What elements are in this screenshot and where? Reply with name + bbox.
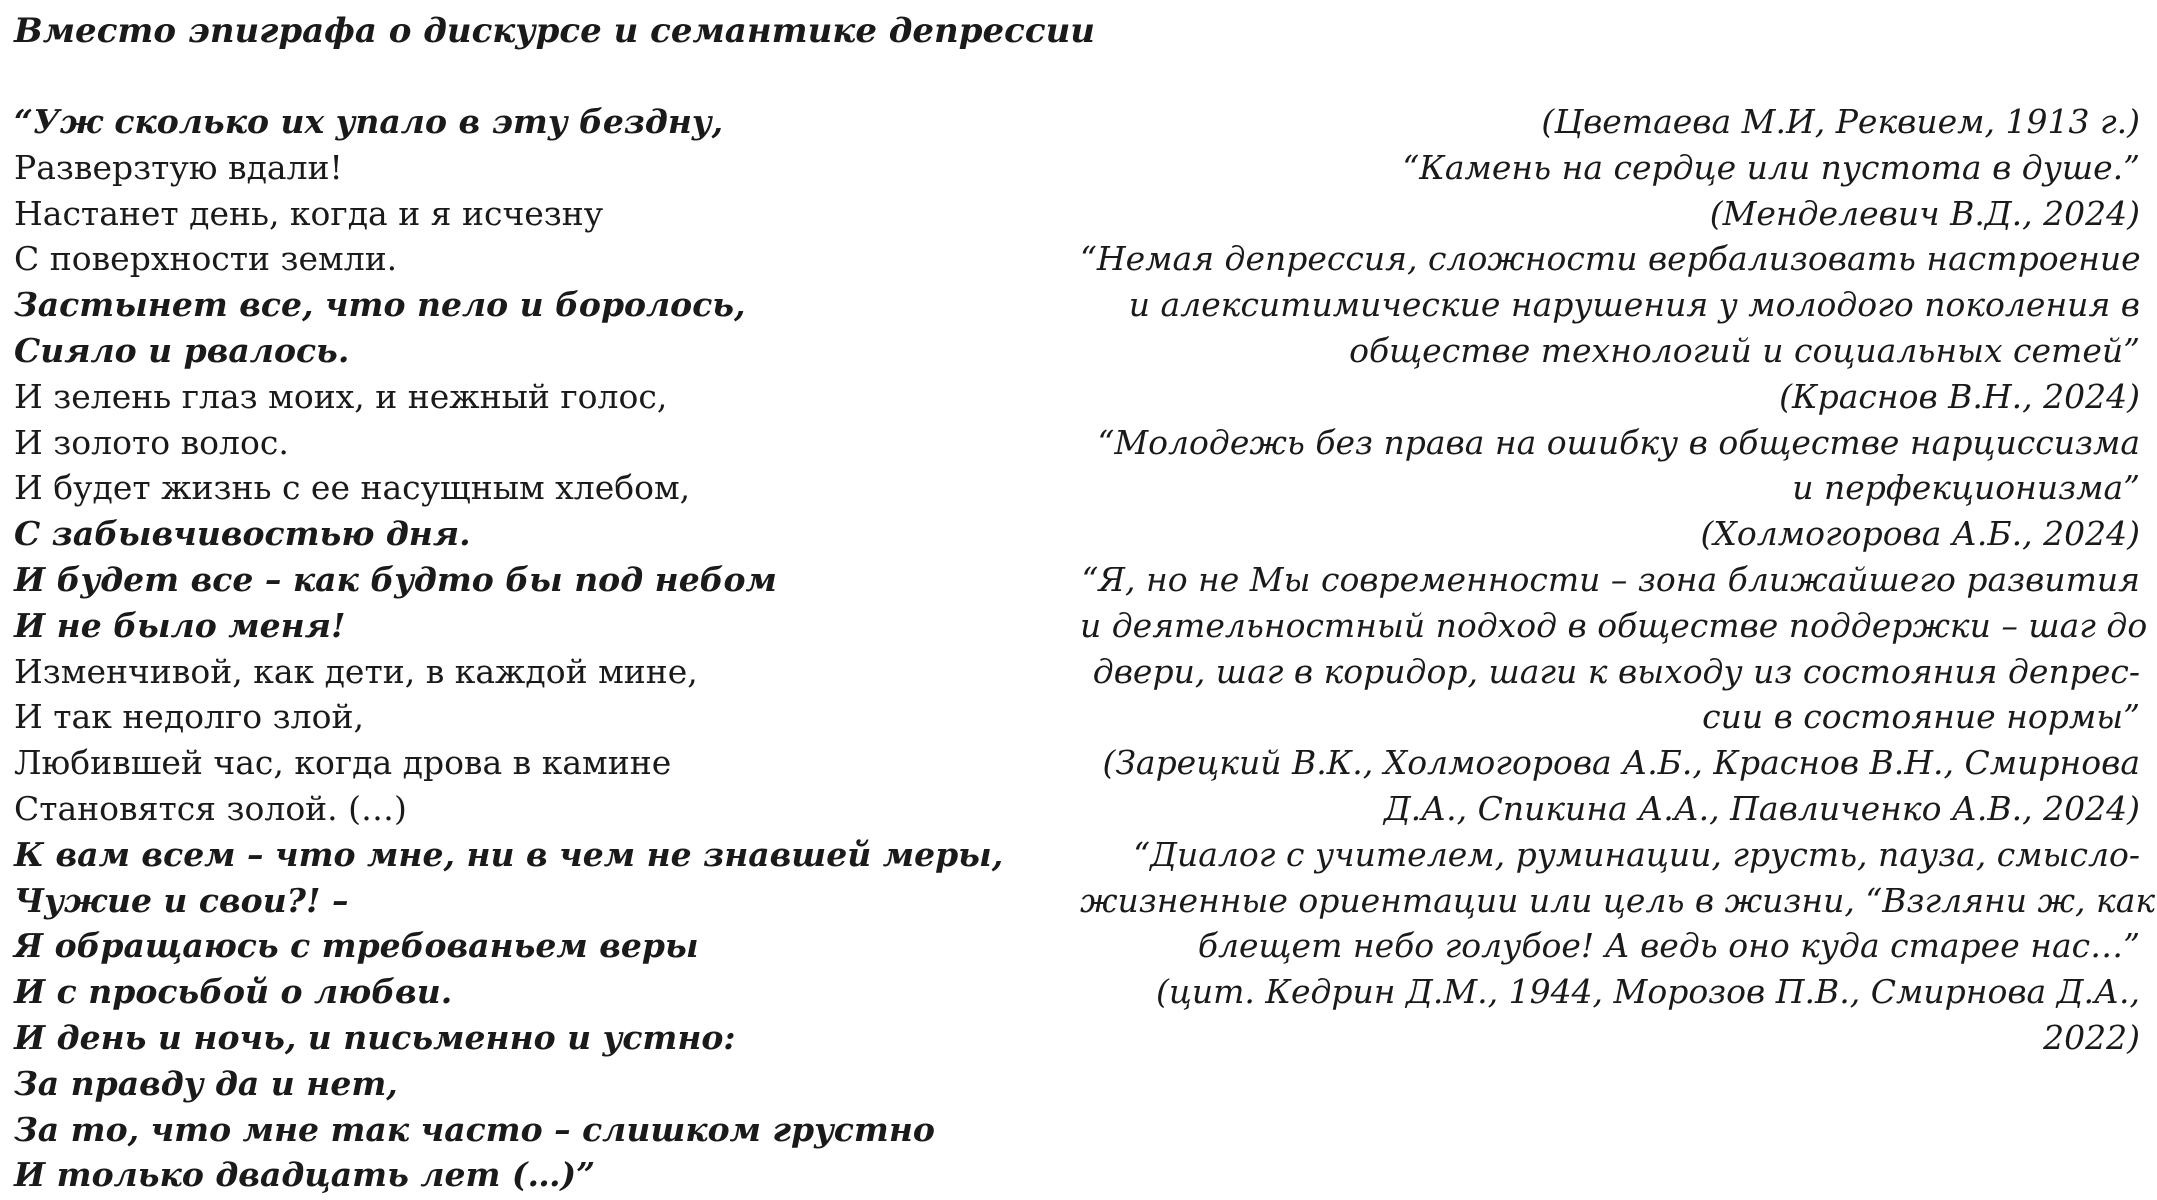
quote-line: и деятельностный подход в обществе поддержки – шаг до — [1080, 605, 2148, 645]
poem-line: Я обращаюсь с требованьем веры — [14, 926, 699, 966]
quote-line: обществе технологий и социальных сетей” — [1349, 330, 2140, 370]
quote-line: (Краснов В.Н., 2024) — [1779, 376, 2140, 416]
poem-line: И так недолго злой, — [14, 697, 364, 737]
poem-line: К вам всем – что мне, ни в чем не знавшей меры, — [14, 834, 1004, 874]
poem-line: И будет все – как будто бы под небом — [14, 559, 777, 599]
poem-line: “Уж сколько их упало в эту бездну, — [14, 102, 724, 141]
quote-line: блещет небо голубое! А ведь оно куда старее нас…” — [1197, 926, 2140, 966]
quote-line: двери, шаг в коридор, шаги к выходу из состояния депрес- — [1092, 651, 2140, 691]
poem-line: Изменчивой, как дети, в каждой мине, — [14, 651, 698, 691]
poem-line: И только двадцать лет (…)” — [14, 1155, 596, 1195]
quote-line: 2022) — [2043, 1017, 2140, 1057]
poem-line: Застынет все, что пело и боролось, — [14, 285, 746, 325]
poem-line: И зелень глаз моих, и нежный голос, — [14, 376, 668, 416]
quote-line: (цит. Кедрин Д.М., 1944, Морозов П.В., Смирнова Д.А., — [1155, 972, 2140, 1012]
quote-line: и алекситимические нарушения у молодого поколения в — [1128, 285, 2140, 325]
quote-line: “Диалог с учителем, руминации, грусть, пауза, смысло- — [1133, 834, 2140, 874]
poem-line: С поверхности земли. — [14, 239, 398, 279]
quote-line: Д.А., Спикина А.А., Павличенко А.В., 2024) — [1383, 788, 2140, 828]
quote-line: и перфекционизма” — [1792, 468, 2140, 508]
poem-line: За то, что мне так часто – слишком грустно — [14, 1109, 935, 1149]
poem-line: И не было меня! — [14, 605, 346, 645]
quote-line: жизненные ориентации или цель в жизни, “Взгляни ж, как — [1080, 880, 2156, 920]
quote-line: “Молодежь без права на ошибку в обществе нарциссизма — [1097, 422, 2140, 462]
quote-line: сии в состояние нормы” — [1702, 697, 2140, 737]
quotes-column — [1080, 99, 2156, 1061]
poem-line: Становятся золой. (…) — [14, 788, 407, 828]
poem-line: За правду да и нет, — [14, 1063, 398, 1103]
quote-line: (Зарецкий В.К., Холмогорова А.Б., Краснов В.Н., Смирнова — [1102, 743, 2140, 783]
poem-line: И день и ночь, и письменно и устно: — [14, 1017, 736, 1057]
quote-line: (Цветаева М.И, Реквием, 1913 г.) — [1541, 102, 2140, 141]
poem-line: И с просьбой о любви. — [14, 972, 453, 1012]
quote-line: “Я, но не Мы современности – зона ближайшего развития — [1081, 559, 2140, 599]
section-heading: Вместо эпиграфа о дискурсе и семантике депрессии — [14, 11, 1096, 51]
quote-line: “Немая депрессия, сложности вербализовать настроение — [1080, 239, 2141, 279]
poem-line: И будет жизнь с ее насущным хлебом, — [14, 468, 691, 508]
poem-column — [14, 99, 1094, 1198]
quote-line: “Камень на сердце или пустота в душе.” — [1402, 147, 2140, 187]
quote-line: (Холмогорова А.Б., 2024) — [1700, 514, 2140, 554]
poem-line: Настанет день, когда и я исчезну — [14, 193, 604, 233]
poem-line: С забывчивостью дня. — [14, 514, 471, 554]
poem-line: И золото волос. — [14, 422, 289, 462]
poem-line: Сияло и рвалось. — [14, 330, 350, 370]
quote-line: (Менделевич В.Д., 2024) — [1709, 193, 2140, 233]
poem-line: Любившей час, когда дрова в камине — [14, 743, 672, 783]
poem-line: Разверзтую вдали! — [14, 147, 343, 187]
poem-line: Чужие и свои?! – — [14, 880, 349, 920]
